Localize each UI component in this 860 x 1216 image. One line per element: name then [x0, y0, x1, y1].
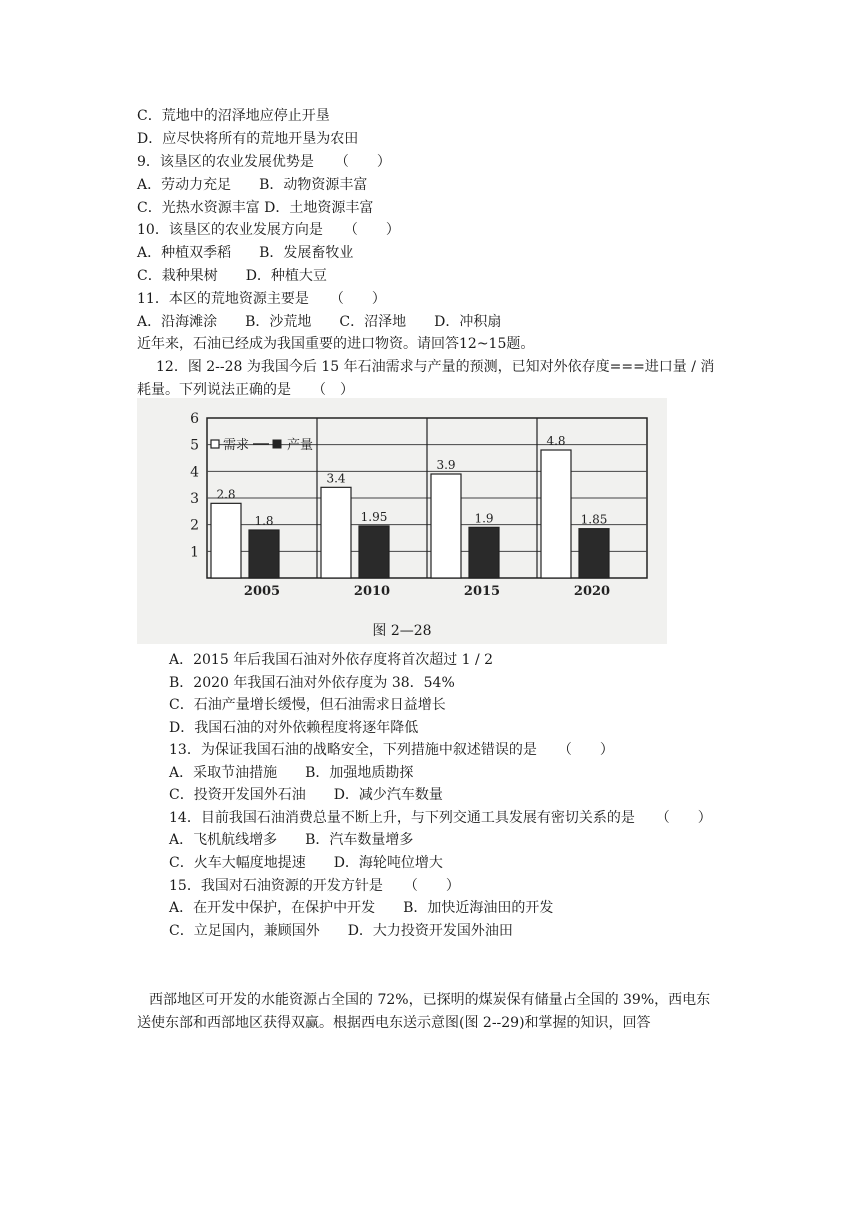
text-line: D．应尽快将所有的荒地开垦为农田 [137, 131, 359, 147]
text-line: B．2020 年我国石油对外依存度为 38．54% [169, 675, 455, 691]
data-label: 1.8 [254, 514, 274, 528]
text-line: D．我国石油的对外依赖程度将逐年降低 [169, 720, 419, 736]
question-12: 12．图 2--28 为我国今后 15 年石油需求与产量的预测，已知对外依存度===进口量 / 消 [156, 359, 715, 375]
question-14: 14．目前我国石油消费总量不断上升，与下列交通工具发展有密切关系的是 （ ） [169, 810, 712, 826]
y-tick-label: 3 [190, 491, 199, 507]
data-label: 1.85 [580, 512, 608, 527]
question-13: 13．为保证我国石油的战略安全，下列措施中叙述错误的是 （ ） [169, 742, 614, 758]
question-10: 10．该垦区的农业发展方向是 （ ） [137, 222, 400, 238]
intro-text: 近年来，石油已经成为我国重要的进口物资。请回答12~15题。 [137, 336, 535, 352]
y-tick-label: 2 [190, 517, 199, 534]
legend-swatch-production [273, 440, 281, 448]
text-line: A．劳动力充足 B．动物资源丰富 [137, 177, 368, 193]
x-tick-label: 2015 [463, 584, 501, 599]
text-line: C．投资开发国外石油 D．减少汽车数量 [169, 787, 443, 803]
data-label: 2.8 [216, 487, 236, 502]
text-line: C．栽种果树 D．种植大豆 [137, 268, 327, 284]
data-label: 3.9 [436, 458, 456, 472]
question-15: 15．我国对石油资源的开发方针是 （ ） [169, 878, 460, 894]
text-line: A．在开发中保护，在保护中开发 B．加快近海油田的开发 [169, 900, 554, 916]
legend-swatch-demand [211, 440, 219, 448]
data-label: 1.95 [360, 510, 388, 524]
text-line: C．立足国内，兼顾国外 D．大力投资开发国外油田 [169, 923, 513, 939]
text-line: C．火车大幅度地提速 D．海轮吨位增大 [169, 855, 443, 871]
demand-bar [541, 450, 571, 578]
west-paragraph-line-1: 西部地区可开发的水能资源占全国的 72%，已探明的煤炭保有储量占全国的 39%，西电东 [149, 992, 711, 1008]
text-line: C．光热水资源丰富 D．土地资源丰富 [137, 200, 374, 216]
text-line: A．种植双季稻 B．发展畜牧业 [137, 245, 354, 261]
production-bar [249, 530, 279, 578]
data-label: 4.8 [546, 434, 566, 448]
question-11: 11．本区的荒地资源主要是 （ ） [137, 291, 386, 307]
oil-demand-production-chart [137, 398, 667, 620]
y-tick-label: 4 [190, 464, 199, 481]
text-line: C．石油产量增长缓慢，但石油需求日益增长 [169, 697, 446, 713]
text-line: A．飞机航线增多 B．汽车数量增多 [169, 832, 414, 848]
x-tick-label: 2010 [353, 584, 391, 599]
data-label: 1.9 [474, 511, 494, 526]
text-line: A．2015 年后我国石油对外依存度将首次超过 1 / 2 [169, 652, 494, 668]
production-bar [579, 529, 609, 578]
demand-bar [211, 503, 241, 578]
west-paragraph-line-2: 送使东部和西部地区获得双赢。根据西电东送示意图(图 2--29)和掌握的知识，回答 [137, 1015, 651, 1031]
text-line: A．采取节油措施 B．加强地质勘探 [169, 765, 414, 781]
x-tick-label: 2020 [573, 584, 611, 599]
x-tick-label: 2005 [243, 584, 281, 599]
text-line: C．荒地中的沼泽地应停止开垦 [137, 108, 330, 124]
text-line: A．沿海滩涂 B．沙荒地 C．沼泽地 D．冲积扇 [137, 314, 502, 330]
figure-caption: 图 2—28 [372, 623, 432, 639]
y-tick-label: 1 [190, 544, 199, 561]
oil-chart-figure [137, 398, 667, 644]
question-9: 9．该垦区的农业发展优势是 （ ） [137, 154, 391, 170]
production-bar [469, 527, 499, 578]
legend-label-production: 产量 [287, 438, 314, 453]
y-tick-label: 6 [190, 411, 199, 427]
data-label: 3.4 [326, 471, 346, 486]
y-tick-label: 5 [190, 437, 199, 454]
demand-bar [431, 474, 461, 578]
demand-bar [321, 487, 351, 578]
question-12-cont: 耗量。下列说法正确的是 （ ） [137, 382, 354, 398]
legend-label-demand: 需求 [223, 438, 250, 453]
production-bar [359, 526, 389, 578]
